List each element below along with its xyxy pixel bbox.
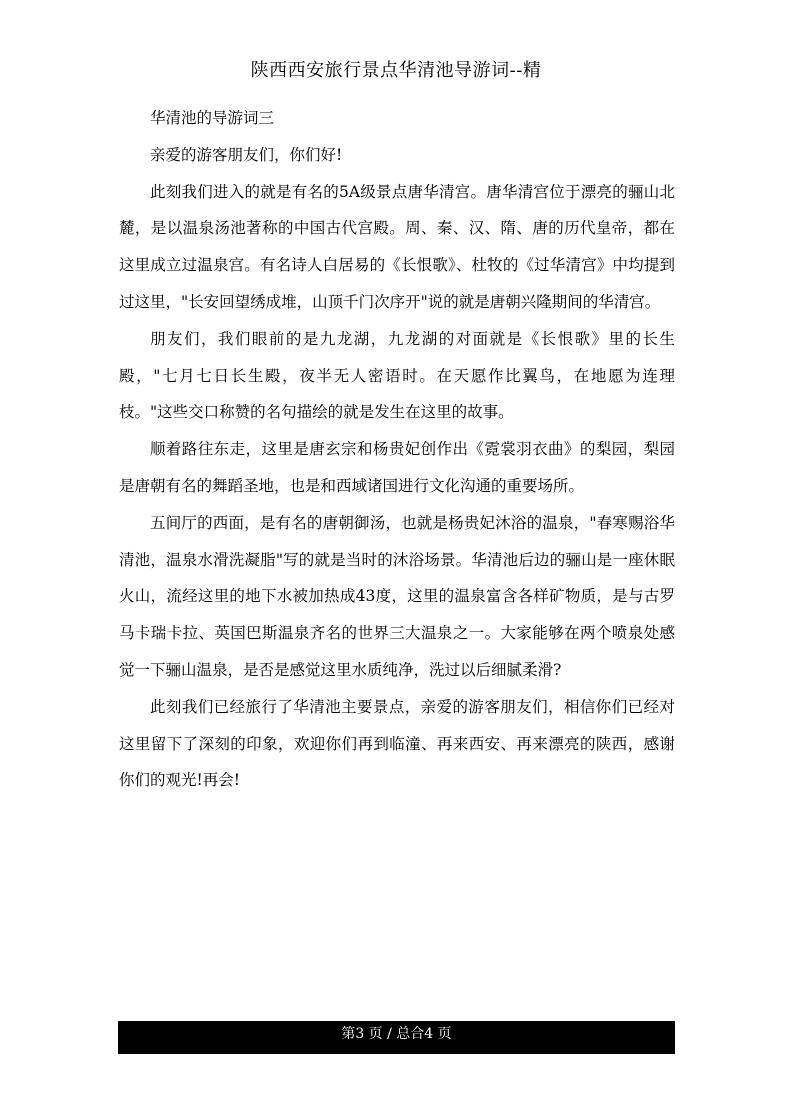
body-paragraph: 五间厅的西面，是有名的唐朝御汤，也就是杨贵妃沐浴的温泉，"春寒赐浴华清池，温泉水滑洗凝脂"写的就是当时的沐浴场景。华清池后边的骊山是一座休眠火山，流经这里的地下水被加热成43度，这里的温泉富含各样矿物质，是与古罗马卡瑞卡拉、英国巴斯温泉齐名的世界三大温泉之一。大家能够在两个喷泉处感觉一下骊山温泉，是否是感觉这里水质纯净，洗过以后细腻柔滑? bbox=[119, 513, 675, 679]
page-title: 陕西西安旅行景点华清池导游词--精 bbox=[250, 60, 542, 81]
body-paragraph: 此刻我们已经旅行了华清池主要景点，亲爱的游客朋友们，相信你们已经对这里留下了深刻的印象，欢迎你们再到临潼、再来西安、再来漂亮的陕西，感谢你们的观光!再会! bbox=[119, 697, 675, 790]
document-body bbox=[119, 100, 675, 799]
page-footer bbox=[118, 1021, 675, 1054]
body-paragraph: 朋友们，我们眼前的是九龙湖，九龙湖的对面就是《长恨歌》里的长生殿，"七月七日长生殿，夜半无人密语时。在天愿作比翼鸟，在地愿为连理枝。"这些交口称赞的名句描绘的就是发生在这里的故事。 bbox=[119, 329, 675, 422]
greeting-paragraph: 亲爱的游客朋友们，你们好! bbox=[150, 145, 343, 164]
page-number-label: 第3 页 / 总合4 页 bbox=[341, 1026, 452, 1042]
body-paragraph: 顺着路往东走，这里是唐玄宗和杨贵妃创作出《霓裳羽衣曲》的梨园，梨园是唐朝有名的舞蹈圣地，也是和西域诸国进行文化沟通的重要场所。 bbox=[119, 440, 675, 495]
body-paragraph: 此刻我们进入的就是有名的5A级景点唐华清宫。唐华清宫位于漂亮的骊山北麓，是以温泉汤池著称的中国古代宫殿。周、秦、汉、隋、唐的历代皇帝，都在这里成立过温泉宫。有名诗人白居易的《长恨歌》、杜牧的《过华清宫》中均提到过这里，"长安回望绣成堆，山顶千门次序开"说的就是唐朝兴隆期间的华清宫。 bbox=[119, 182, 675, 311]
section-heading: 华清池的导游词三 bbox=[150, 109, 275, 127]
